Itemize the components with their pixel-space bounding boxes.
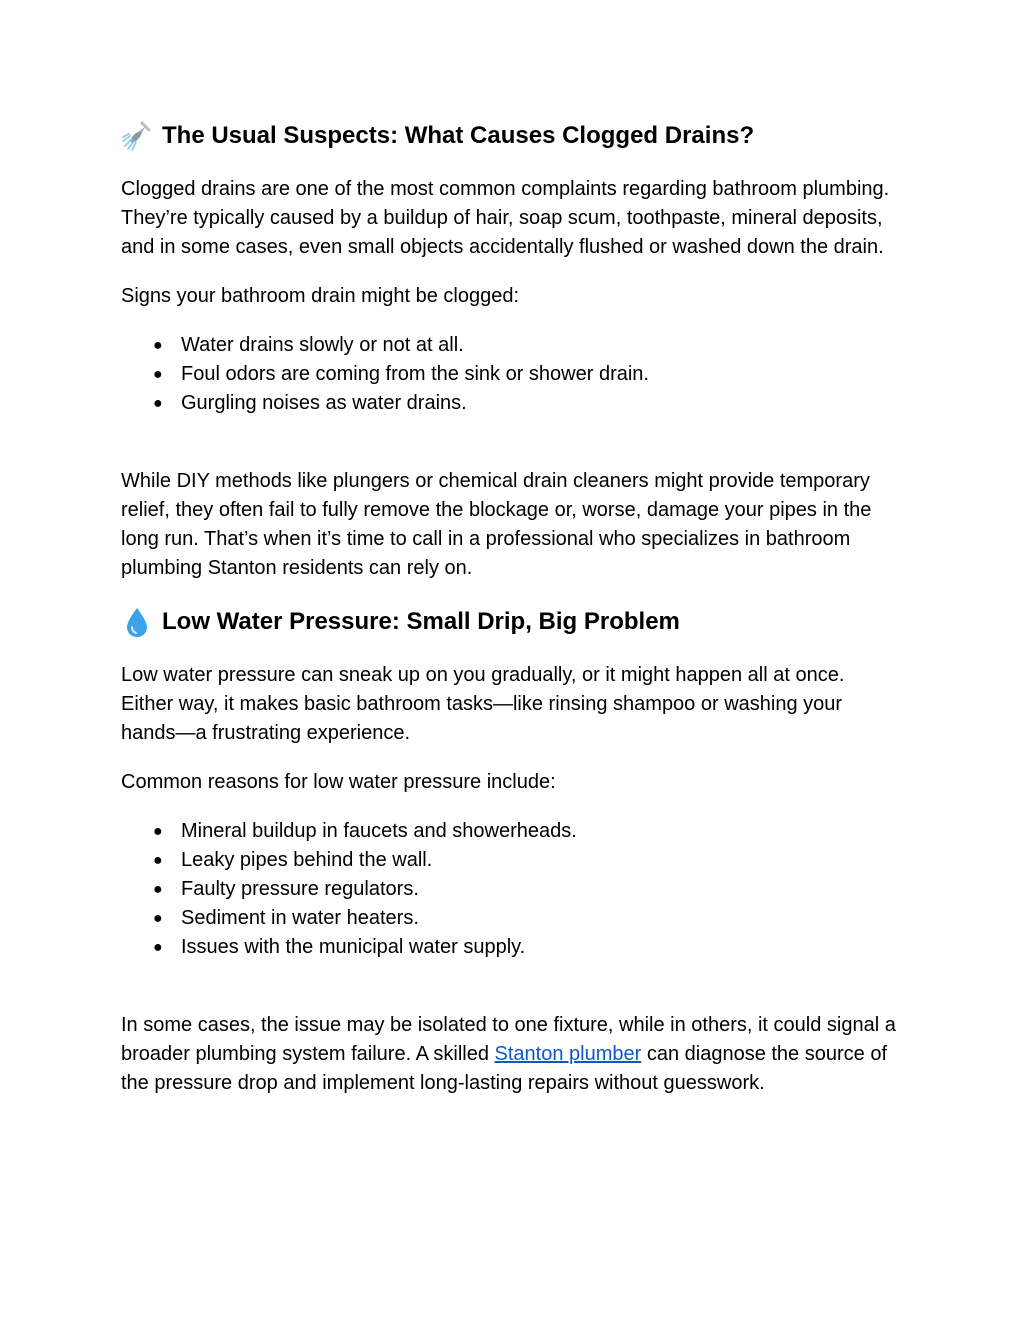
list-item: ● Mineral buildup in faucets and showerheads. — [121, 817, 901, 846]
shower-icon — [121, 120, 153, 152]
paragraph-clogged-closing: While DIY methods like plungers or chemical drain cleaners might provide temporary relief, they often fail to fully remove the blockage or, worse, damage your pipes in the long run. That’s when it’s time to call in a professional who specializes in bathroom plumbing Stanton residents can rely on. — [121, 470, 872, 579]
list-item: ● Issues with the municipal water supply. — [121, 933, 901, 962]
paragraph-pressure-closing — [121, 1011, 901, 1098]
section-heading-text: The Usual Suspects: What Causes Clogged Drains? — [162, 122, 755, 149]
droplet-icon — [121, 606, 153, 638]
section-heading-low-pressure — [121, 602, 901, 642]
paragraph-clogged-intro: Clogged drains are one of the most common complaints regarding bathroom plumbing. They’re typically caused by a buildup of hair, soap scum, toothpaste, mineral deposits, and in some cases, even small objects accidentally flushed or washed down the drain. — [121, 178, 890, 258]
paragraph-pressure-intro: Low water pressure can sneak up on you gradually, or it might happen all at once. Either way, it makes basic bathroom tasks—like rinsing shampoo or washing your hands—a frustrating experience. — [121, 664, 845, 744]
list-item: ● Faulty pressure regulators. — [121, 875, 901, 904]
list-item: ● Foul odors are coming from the sink or shower drain. — [121, 360, 901, 389]
reasons-list — [121, 817, 901, 962]
closing-text-before-link: In some cases, the issue may be isolated to one fixture, while in others, it could signal a broader plumbing system failure. A skilled — [121, 1014, 896, 1065]
paragraph-signs-label: Signs your bathroom drain might be clogged: — [121, 285, 520, 307]
stanton-plumber-link[interactable]: Stanton plumber — [494, 1043, 642, 1065]
section-heading-text: Low Water Pressure: Small Drip, Big Problem — [162, 608, 680, 635]
section-heading-clogged-drains — [121, 116, 901, 156]
list-item: ● Gurgling noises as water drains. — [121, 389, 901, 418]
paragraph-reasons-label: Common reasons for low water pressure include: — [121, 771, 556, 793]
list-item: ● Sediment in water heaters. — [121, 904, 901, 933]
closing-text-after-link: can diagnose the source of the pressure drop and implement long-lasting repairs without guesswork. — [121, 1043, 888, 1094]
list-item: ● Leaky pipes behind the wall. — [121, 846, 901, 875]
document-page — [121, 116, 901, 1098]
signs-list — [121, 331, 901, 418]
list-item: ● Water drains slowly or not at all. — [121, 331, 901, 360]
